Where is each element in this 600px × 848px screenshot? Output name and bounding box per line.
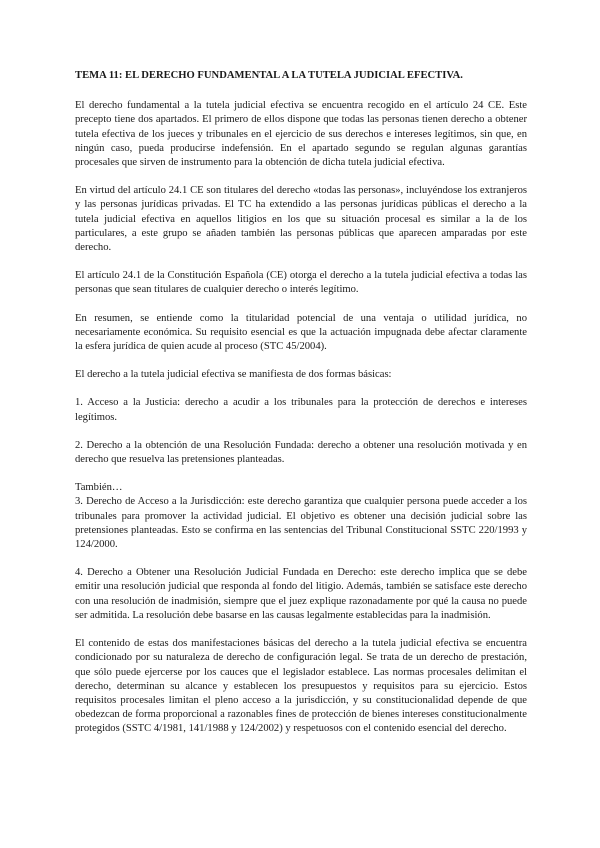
paragraph-resolucion-judicial: 4. Derecho a Obtener una Resolución Judicial Fundada en Derecho: este derecho implica que se debe emitir una resolución judicial que responda al fondo del litigio. Además, también se satisface este derecho con una resolución de inadmisión, siempre que el juez explique razonadamente por qué la causa no puede ser admitida. La resolución debe basarse en las causas legalmente establecidas para la inadmisión. <box>75 567 527 621</box>
document-title: TEMA 11: EL DERECHO FUNDAMENTAL A LA TUTELA JUDICIAL EFECTIVA. <box>75 70 463 81</box>
document-body <box>75 69 527 751</box>
paragraph-titulares: En virtud del artículo 24.1 CE son titulares del derecho «todas las personas», incluyéndose los extranjeros y las personas jurídicas privadas. El TC ha extendido a las personas jurídicas públicas el derecho a la tutela judicial efectiva en aquellos litigios en los que su situación procesal es similar a la de los particulares, a este grupo se añaden también las personas públicas que aparecen amparadas por este derecho. <box>75 185 527 254</box>
paragraph-contenido: El contenido de estas dos manifestaciones básicas del derecho a la tutela judicial efectiva se encuentra condicionado por su naturaleza de derecho de configuración legal. Se trata de un derecho de prestación, que sólo puede ejercerse por los cauces que el legislador establece. Las normas procesales delimitan el derecho, determinan su alcance y establecen los presupuestos y requisitos para su ejercicio. Estos requisitos procesales limitan el pleno acceso a la jurisdicción, y su constitucionalidad depende de que obedezcan de forma proporcional a razonables fines de protección de bienes intereses constitucionalmente protegidos (SSTC 4/1981, 141/1988 y 124/2002) y respetuosos con el contenido esencial del derecho. <box>75 638 527 735</box>
paragraph-formas-basicas: El derecho a la tutela judicial efectiva se manifiesta de dos formas básicas: <box>75 369 392 381</box>
paragraph-articulo-24-1: El artículo 24.1 de la Constitución Española (CE) otorga el derecho a la tutela judicial efectiva a todas las personas que sean titulares de cualquier derecho o interés legítimo. <box>75 270 527 296</box>
paragraph-acceso-jurisdiccion: 3. Derecho de Acceso a la Jurisdicción: este derecho garantiza que cualquier persona puede acceder a los tribunales para promover la actividad judicial. El objetivo es obtener una decisión judicial sobre las pretensiones planteadas. Esto se confirma en las sentencias del Tribunal Constitucional SSTC 220/1993 y 124/2000. <box>75 496 527 551</box>
paragraph-resumen: En resumen, se entiende como la titularidad potencial de una ventaja o utilidad jurídica, no necesariamente económica. Su requisito esencial es que la actuación impugnada debe afectar claramente la esfera jurídica de quien acude al proceso (STC 45/2004). <box>75 312 527 353</box>
paragraph-resolucion-fundada: 2. Derecho a la obtención de una Resolución Fundada: derecho a obtener una resolución motivada y en derecho que resuelva las pretensiones planteadas. <box>75 439 527 466</box>
paragraph-tambien: También… <box>75 482 123 494</box>
paragraph-intro: El derecho fundamental a la tutela judicial efectiva se encuentra recogido en el artículo 24 CE. Este precepto tiene dos apartados. El primero de ellos dispone que todas las personas tienen derecho a obtener tutela efectiva de los jueces y tribunales en el ejercicio de sus derechos e intereses legítimos, sin que, en ningún caso, pueda producirse indefensión. En el apartado segundo se regulan algunas garantías procesales que sirven de instrumento para la obtención de dicha tutela judicial efectiva. <box>75 100 527 169</box>
paragraph-acceso-justicia: 1. Acceso a la Justicia: derecho a acudir a los tribunales para la protección de derechos e intereses legítimos. <box>75 397 527 423</box>
